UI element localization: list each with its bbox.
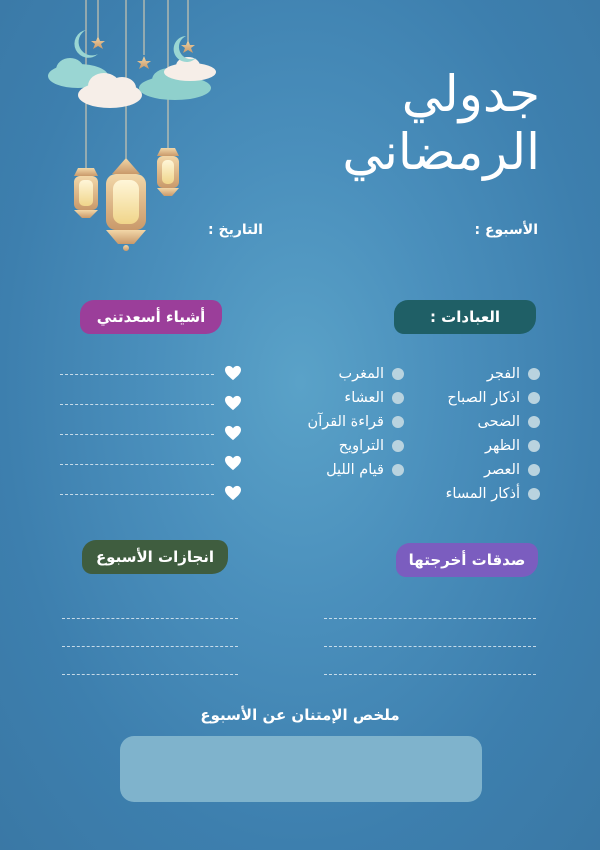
heart-icon [224, 395, 242, 411]
bullet-dot-icon [528, 392, 540, 404]
title-line-2: الرمضاني [342, 123, 540, 181]
meta-row [208, 222, 538, 238]
bullet-dot-icon [392, 416, 404, 428]
list-item[interactable]: الفجر [446, 362, 540, 386]
happy-things-lines [60, 358, 242, 508]
bullet-dot-icon [528, 488, 540, 500]
list-item[interactable]: الضحى [446, 410, 540, 434]
heart-icon [224, 365, 242, 381]
ramadan-decoration [40, 0, 230, 270]
worship-list-2 [308, 362, 404, 482]
heart-icon [224, 455, 242, 471]
gratitude-summary-box[interactable] [120, 736, 482, 802]
writing-line[interactable] [324, 674, 536, 675]
list-item[interactable]: قيام الليل [308, 458, 404, 482]
charity-lines [324, 618, 536, 702]
happy-things-heading: أشياء أسعدتني [80, 300, 222, 334]
title-line-1: جدولي [401, 65, 540, 123]
writing-line[interactable] [60, 478, 242, 508]
list-item[interactable]: التراويح [308, 434, 404, 458]
achievements-lines [62, 618, 238, 702]
bullet-dot-icon [528, 464, 540, 476]
bullet-dot-icon [392, 392, 404, 404]
lantern-icon [74, 148, 179, 251]
list-item[interactable]: العصر [446, 458, 540, 482]
worship-heading: العبادات : [394, 300, 536, 334]
writing-line[interactable] [62, 646, 238, 647]
writing-line[interactable] [60, 448, 242, 478]
date-label: التاريخ : [208, 222, 263, 238]
week-label: الأسبوع : [474, 222, 538, 238]
page-title [240, 65, 540, 181]
heart-icon [224, 425, 242, 441]
list-item[interactable]: المغرب [308, 362, 404, 386]
bullet-dot-icon [392, 368, 404, 380]
bullet-dot-icon [392, 464, 404, 476]
worship-list-1 [446, 362, 540, 506]
bullet-dot-icon [528, 416, 540, 428]
bullet-dot-icon [528, 440, 540, 452]
writing-line[interactable] [60, 418, 242, 448]
bullet-dot-icon [392, 440, 404, 452]
writing-line[interactable] [62, 618, 238, 619]
writing-line[interactable] [60, 358, 242, 388]
cloud-icon [48, 57, 216, 108]
bullet-dot-icon [528, 368, 540, 380]
heart-icon [224, 485, 242, 501]
achievements-heading: انجازات الأسبوع [82, 540, 228, 574]
list-item[interactable]: قراءة القرآن [308, 410, 404, 434]
writing-line[interactable] [324, 646, 536, 647]
list-item[interactable]: الظهر [446, 434, 540, 458]
writing-line[interactable] [324, 618, 536, 619]
charity-heading: صدقات أخرجتها [396, 543, 538, 577]
list-item[interactable]: العشاء [308, 386, 404, 410]
list-item[interactable]: أذكار المساء [446, 482, 540, 506]
writing-line[interactable] [60, 388, 242, 418]
gratitude-summary-label: ملخص الإمتنان عن الأسبوع [200, 706, 400, 724]
list-item[interactable]: اذكار الصباح [446, 386, 540, 410]
writing-line[interactable] [62, 674, 238, 675]
